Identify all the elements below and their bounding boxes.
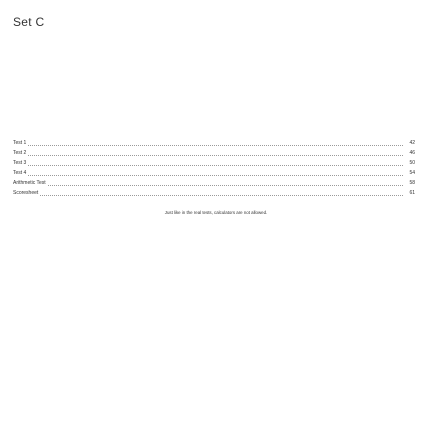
dot-leader [28, 144, 403, 146]
toc-label: Scoresheet [13, 190, 39, 196]
toc-page-number: 54 [409, 170, 415, 176]
toc-label: Arithmetic Test [13, 180, 46, 186]
toc-page-number: 42 [409, 140, 415, 146]
toc-page-number: 61 [409, 190, 415, 196]
dot-leader [28, 154, 403, 156]
toc-label: Test 4 [13, 170, 27, 176]
page-title: Set C [13, 15, 45, 29]
toc-row-arithmetic-test[interactable] [13, 180, 415, 187]
toc-page-number: 46 [409, 150, 415, 156]
toc-label: Test 2 [13, 150, 27, 156]
toc-row-test-2[interactable] [13, 150, 415, 157]
toc-page-number: 58 [409, 180, 415, 186]
dot-leader [40, 194, 403, 196]
dot-leader [28, 164, 403, 166]
toc-row-test-4[interactable] [13, 170, 415, 177]
toc-label: Test 1 [13, 140, 27, 146]
toc-row-scoresheet[interactable] [13, 190, 415, 197]
toc-row-test-1[interactable] [13, 140, 415, 147]
calculator-note: Just like in the real tests, calculators are not allowed. [164, 210, 268, 215]
toc-row-test-3[interactable] [13, 160, 415, 167]
dot-leader [48, 184, 403, 186]
dot-leader [28, 174, 403, 176]
toc-page-number: 50 [409, 160, 415, 166]
toc-label: Test 3 [13, 160, 27, 166]
